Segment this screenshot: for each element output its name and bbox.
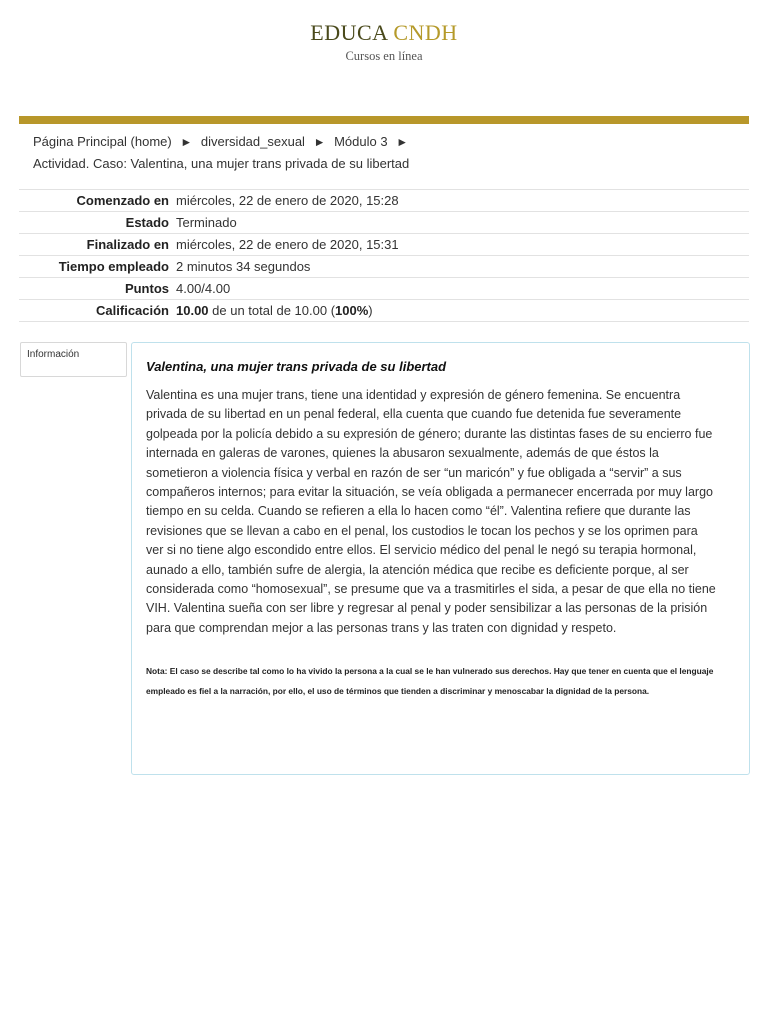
question-content-panel <box>131 342 750 775</box>
summary-row-time-taken <box>19 256 749 278</box>
summary-label: Puntos <box>124 281 169 296</box>
breadcrumb-activity-link[interactable]: Actividad. Caso: Valentina, una mujer trans privada de su libertad <box>33 156 410 171</box>
question-info-box <box>20 342 127 377</box>
summary-label: Comenzado en <box>76 193 169 208</box>
summary-row-state <box>19 212 749 234</box>
summary-row-grade <box>19 300 749 322</box>
summary-label: Calificación <box>96 303 169 318</box>
breadcrumb-separator-icon: ► <box>396 135 409 149</box>
summary-row-started <box>19 190 749 212</box>
breadcrumb-separator-icon: ► <box>313 135 326 149</box>
question-info-label: Información <box>27 349 80 360</box>
brand-name-cndh: CNDH <box>393 20 458 45</box>
grade-score: 10.00 <box>176 303 209 318</box>
site-header <box>0 0 768 118</box>
summary-value: miércoles, 22 de enero de 2020, 15:31 <box>176 237 399 252</box>
summary-label: Tiempo empleado <box>58 259 169 274</box>
quiz-summary-table <box>19 189 749 322</box>
grade-total-text: de un total de 10.00 ( <box>208 303 336 318</box>
question-title: Valentina, una mujer trans privada de su libertad <box>146 359 447 374</box>
summary-value: 2 minutos 34 segundos <box>176 259 311 274</box>
summary-value: 4.00/4.00 <box>176 281 231 296</box>
breadcrumb-home-link[interactable]: Página Principal (home) <box>33 134 172 149</box>
summary-value: Terminado <box>176 215 237 230</box>
grade-percent: 100% <box>335 303 369 318</box>
summary-row-points <box>19 278 749 300</box>
question-body-text: Valentina es una mujer trans, tiene una identidad y expresión de género femenina. Se encuentra privada de su libertad en un penal federal, ella cuenta que cuando fue detenida fue severamente golpeada por la policía debido a su expresión de género; durante las distintas fases de su encierro fue internada en galeras de varones, quienes la abusaron sexualmente, además de que éstos la sometieron a violencia física y verbal en razón de ser “un maricón” y fue obligada a “servir” a sus compañeros internos; para evitar la situación, se veía obligada a permanecer encerrada por muy largo tiempo en su celda. Cuando se refieren a ella lo hacen como “él”. Valentina refiere que durante las revisiones que se llevan a cabo en el penal, los custodios le tocan los pechos y se los oprimen para ver si no tiene algo escondido entre ellos. El servicio médico del penal le negó su terapia hormonal, aunado a ello, también sufre de alergia, la atención médica que recibe es deficiente porque, al ser considerada como “homosexual”, se presume que va a trasmitirles el sida, a pesar de que ella no tiene VIH. Valentina sueña con ser libre y regresar al penal y poder sensibilizar a las personas de la prisión para que comprendan mejor a las personas trans y las traten con dignidad y respeto. <box>146 388 716 635</box>
breadcrumb-separator-icon: ► <box>180 135 193 149</box>
summary-row-finished <box>19 234 749 256</box>
summary-label: Estado <box>125 215 169 230</box>
breadcrumb <box>33 131 733 174</box>
summary-grade-value <box>176 300 749 322</box>
brand-logo[interactable] <box>0 20 768 46</box>
grade-close-paren: ) <box>368 303 373 318</box>
brand-name-educa: EDUCA <box>310 20 388 45</box>
breadcrumb-course-link[interactable]: diversidad_sexual <box>200 134 305 149</box>
summary-label: Finalizado en <box>86 237 169 252</box>
question-note-text: Nota: El caso se describe tal como lo ha vivido la persona a la cual se le han vulnerado sus derechos. Hay que tener en cuenta que el lenguaje empleado es fiel a la narración, por ello, el uso de términos que tienden a discriminar y menoscabar la dignidad de la persona. <box>146 666 714 696</box>
breadcrumb-module-link[interactable]: Módulo 3 <box>334 134 388 149</box>
summary-value: miércoles, 22 de enero de 2020, 15:28 <box>176 193 399 208</box>
site-subtitle: Cursos en línea <box>345 49 423 63</box>
header-divider-bar <box>19 116 749 124</box>
